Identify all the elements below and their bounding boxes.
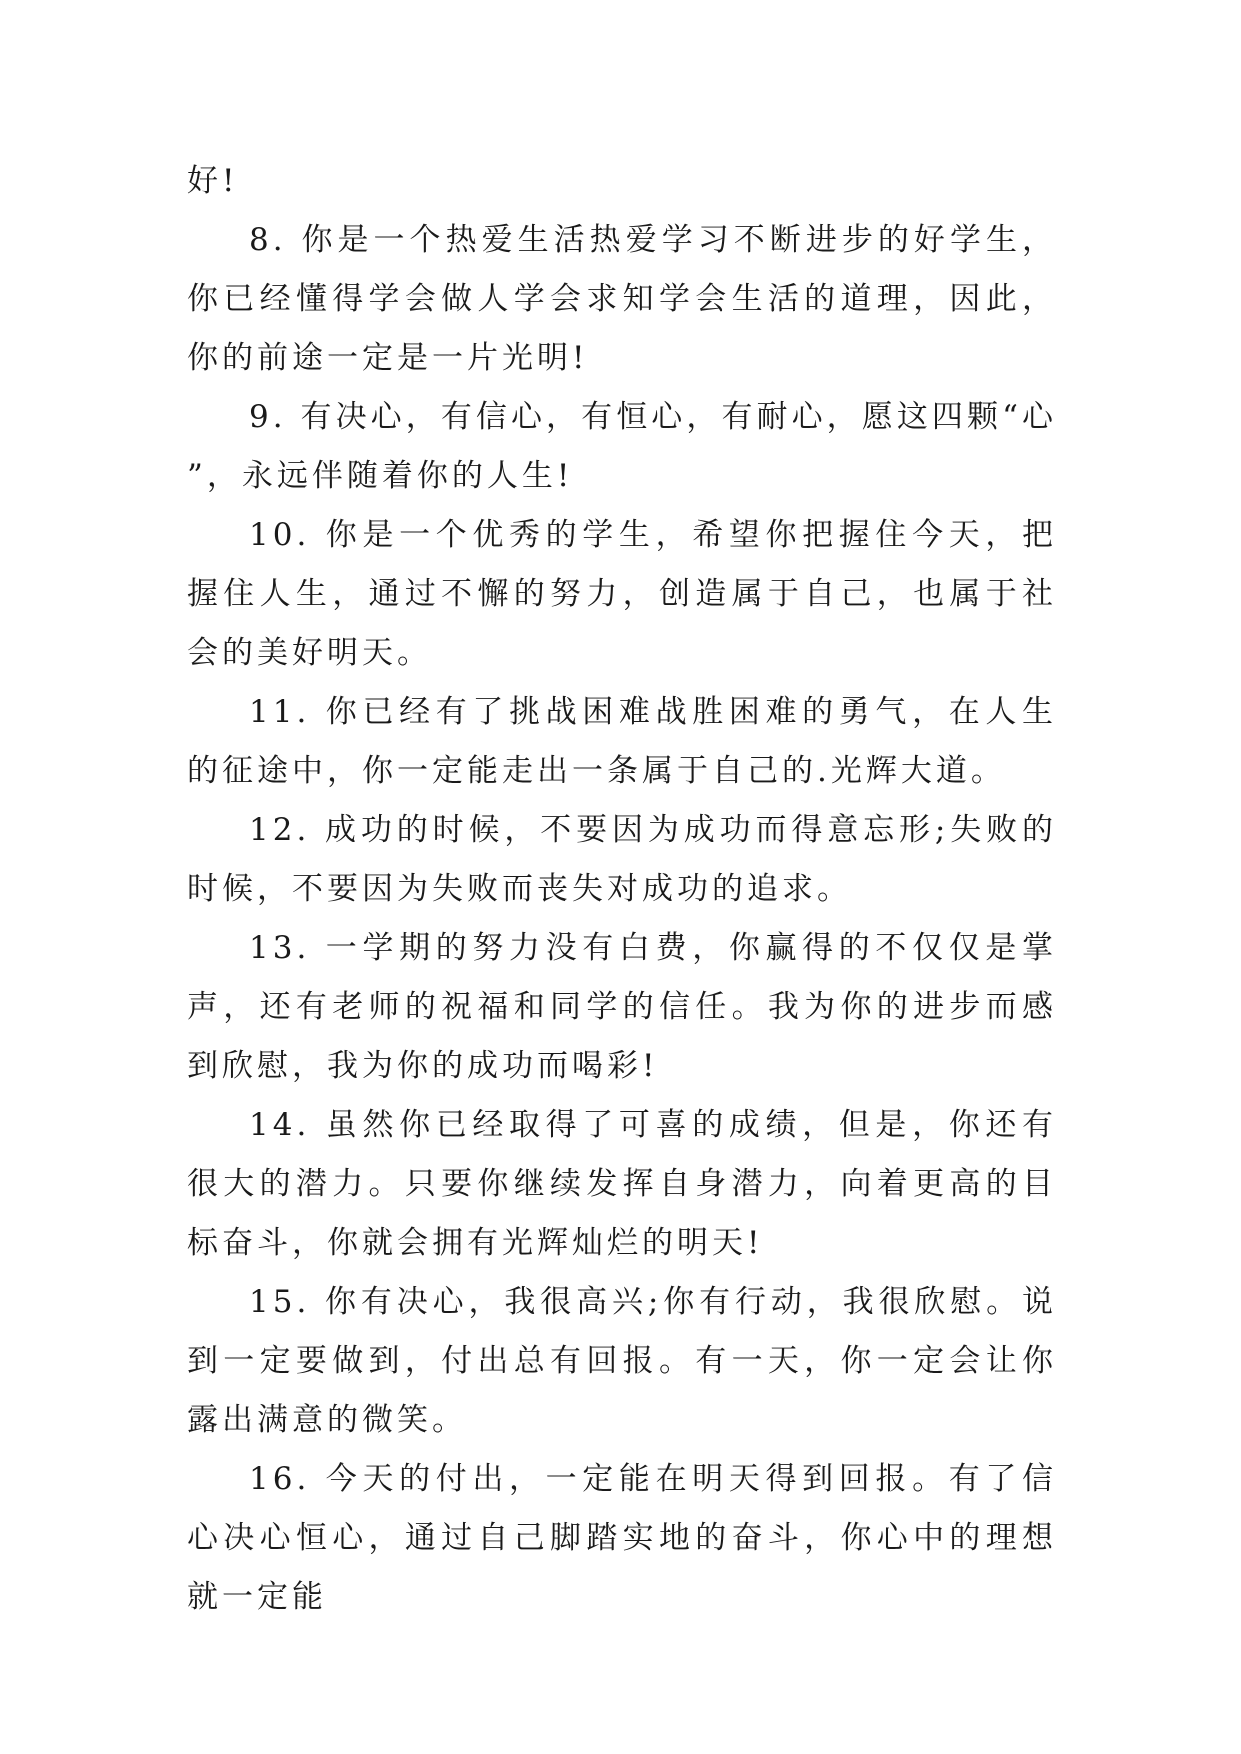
paragraph-9: 9. 有决心，有信心，有恒心，有耐心，愿这四颗“心”，永远伴随着你的人生! bbox=[187, 399, 1057, 494]
paragraph-11: 11. 你已经有了挑战困难战胜困难的勇气，在人生的征途中，你一定能走出一条属于自己的.光辉大道。 bbox=[187, 694, 1057, 789]
paragraph-12: 12. 成功的时候，不要因为成功而得意忘形;失败的时候，不要因为失败而丧失对成功的追求。 bbox=[187, 812, 1057, 907]
paragraph-16: 16. 今天的付出，一定能在明天得到回报。有了信心决心恒心，通过自己脚踏实地的奋斗，你心中的理想就一定能 bbox=[187, 1461, 1057, 1615]
paragraph-13: 13. 一学期的努力没有白费，你赢得的不仅仅是掌声，还有老师的祝福和同学的信任。我为你的进步而感到欣慰，我为你的成功而喝彩! bbox=[187, 930, 1057, 1084]
paragraph-14: 14. 虽然你已经取得了可喜的成绩，但是，你还有很大的潜力。只要你继续发挥自身潜力，向着更高的目标奋斗，你就会拥有光辉灿烂的明天! bbox=[187, 1107, 1057, 1261]
paragraph-8: 8. 你是一个热爱生活热爱学习不断进步的好学生，你已经懂得学会做人学会求知学会生活的道理，因此，你的前途一定是一片光明! bbox=[187, 222, 1057, 376]
paragraph-10: 10. 你是一个优秀的学生，希望你把握住今天，把握住人生，通过不懈的努力，创造属于自己，也属于社会的美好明天。 bbox=[187, 517, 1057, 671]
paragraph-15: 15. 你有决心，我很高兴;你有行动，我很欣慰。说到一定要做到，付出总有回报。有一天，你一定会让你露出满意的微笑。 bbox=[187, 1284, 1057, 1438]
paragraph-continued: 好! bbox=[187, 163, 239, 199]
document-body bbox=[187, 152, 1057, 1627]
